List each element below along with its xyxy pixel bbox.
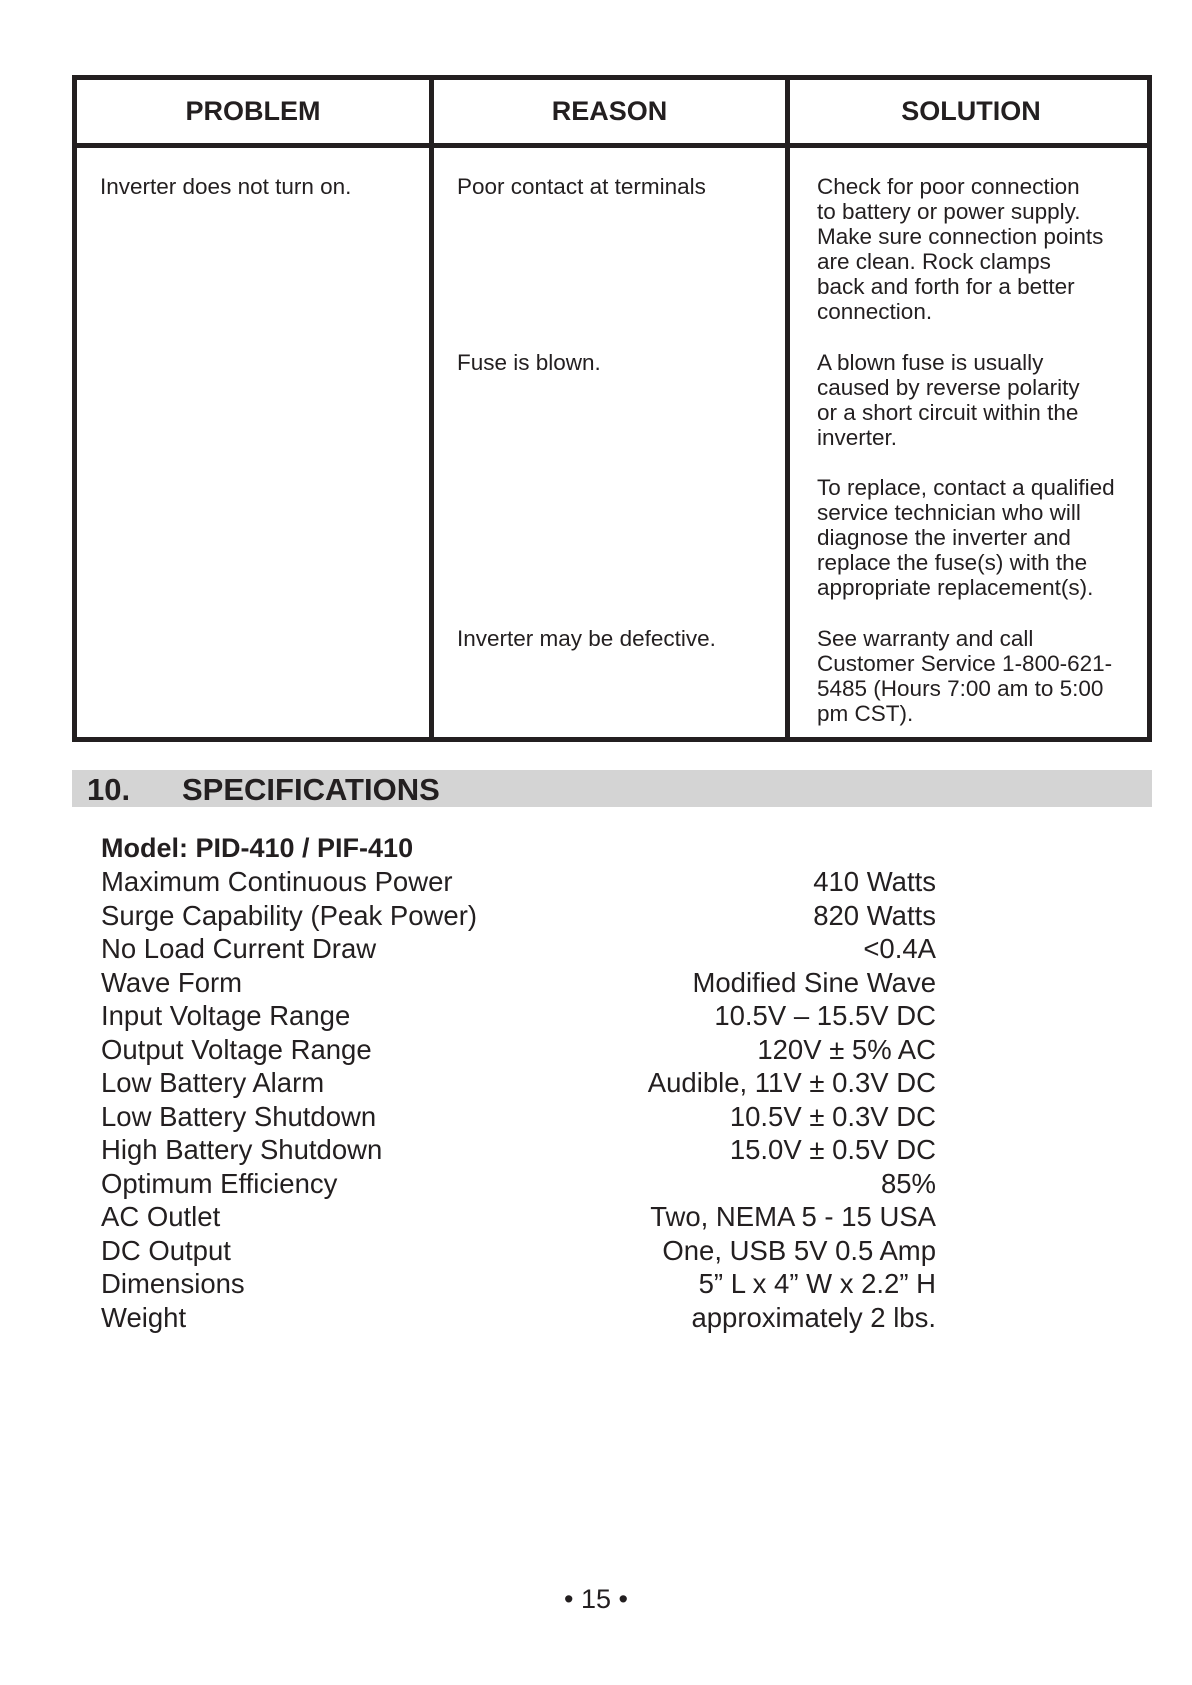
section-title: SPECIFICATIONS [182,772,440,807]
spec-row [101,932,936,966]
header-divider [77,143,1147,148]
solution-line: or a short circuit within the [817,400,1079,425]
spec-row [101,966,936,1000]
header-reason: REASON [551,96,668,126]
spec-row [101,865,936,899]
solution-line: service technician who will [817,500,1081,525]
spec-value: 410 Watts [813,866,936,897]
solution-line: Make sure connection points [817,224,1104,249]
solution-line: to battery or power supply. [817,199,1081,224]
solution-line: Customer Service 1-800-621- [817,651,1113,676]
spec-value: Two, NEMA 5 - 15 USA [650,1201,936,1232]
spec-row [101,1267,936,1301]
section-heading [72,770,1152,807]
solution-line: back and forth for a better [817,274,1075,299]
spec-label: Input Voltage Range [101,1000,351,1031]
spec-label: No Load Current Draw [101,933,377,964]
spec-value: 5” L x 4” W x 2.2” H [698,1268,936,1299]
problem-cell: Inverter does not turn on. [100,174,352,199]
solution-line: A blown fuse is usually [817,350,1044,375]
spec-row [101,899,936,933]
header-problem: PROBLEM [185,96,321,126]
spec-row [101,1301,936,1335]
reason-cell: Inverter may be defective. [457,626,716,651]
solution-cell [817,350,1147,450]
spec-label: Maximum Continuous Power [101,866,453,897]
spec-label: Low Battery Shutdown [101,1100,377,1132]
solution-line: replace the fuse(s) with the [817,550,1088,575]
spec-value: One, USB 5V 0.5 Amp [662,1234,936,1266]
solution-cell [817,174,1147,324]
column-divider [429,80,434,737]
solution-line: 5485 (Hours 7:00 am to 5:00 [817,676,1104,701]
spec-label: DC Output [101,1234,231,1266]
spec-label: High Battery Shutdown [101,1134,383,1165]
solution-line: pm CST). [817,701,914,726]
spec-value: 820 Watts [813,899,936,931]
solution-line: connection. [817,299,933,324]
spec-value: <0.4A [863,933,936,964]
spec-row [101,1200,936,1234]
spec-value: 10.5V ± 0.3V DC [729,1100,936,1132]
spec-label: Wave Form [101,966,243,998]
spec-label: AC Outlet [101,1201,221,1232]
spec-label: Weight [101,1301,187,1333]
spec-row [101,1100,936,1134]
spec-value: 120V ± 5% AC [757,1033,936,1065]
spec-value: Modified Sine Wave [692,966,936,998]
solution-cell [817,475,1147,600]
reason-cell: Poor contact at terminals [457,174,706,199]
troubleshooting-table [72,75,1152,742]
spec-row [101,1133,936,1167]
spec-label: Dimensions [101,1268,245,1299]
solution-line: inverter. [817,425,898,450]
model-heading: Model: PID-410 / PIF-410 [101,833,414,863]
spec-value: 15.0V ± 0.5V DC [729,1134,936,1165]
column-divider [785,80,790,737]
solution-line: caused by reverse polarity [817,375,1080,400]
solution-line: diagnose the inverter and [817,525,1071,550]
solution-line: See warranty and call [817,626,1034,651]
spec-row [101,1033,936,1067]
solution-line: Check for poor connection [817,174,1080,199]
solution-cell [817,626,1147,726]
section-number: 10. [87,772,131,807]
spec-row [101,1167,936,1201]
spec-value: 85% [880,1167,936,1199]
spec-value: 10.5V – 15.5V DC [714,1000,936,1031]
spec-label: Surge Capability (Peak Power) [101,899,478,931]
header-solution: SOLUTION [901,96,1041,126]
page-number: • 15 • [564,1584,628,1614]
spec-label: Optimum Efficiency [101,1167,338,1199]
spec-row [101,1066,936,1100]
solution-line: are clean. Rock clamps [817,249,1051,274]
spec-label: Low Battery Alarm [101,1067,325,1098]
reason-cell: Fuse is blown. [457,350,601,375]
spec-row [101,999,936,1033]
spec-label: Output Voltage Range [101,1033,372,1065]
spec-value: Audible, 11V ± 0.3V DC [647,1067,936,1098]
solution-line: appropriate replacement(s). [817,575,1094,600]
spec-list [101,865,936,1334]
solution-line: To replace, contact a qualified [817,475,1115,500]
spec-value: approximately 2 lbs. [691,1301,936,1333]
spec-row [101,1234,936,1268]
